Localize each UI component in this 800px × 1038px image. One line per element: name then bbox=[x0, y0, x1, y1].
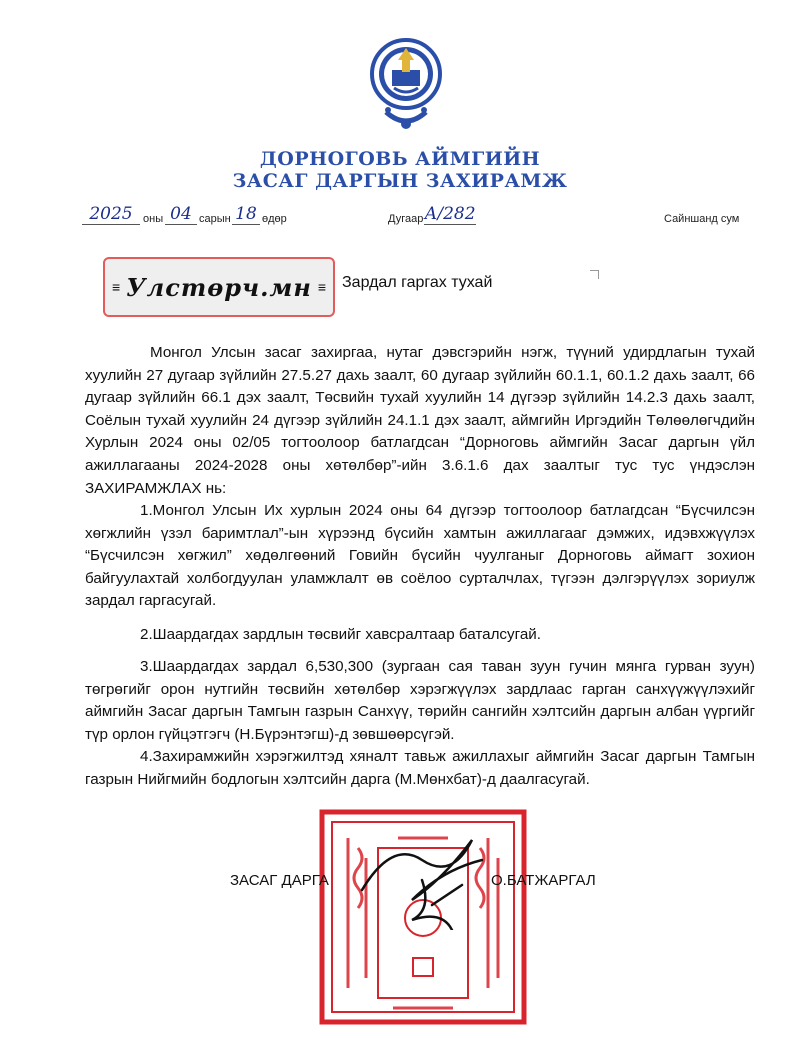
org-title-line1: ДОРНОГОВЬ АЙМГИЙН bbox=[259, 148, 541, 170]
logo-dash-left-icon: ≡ bbox=[111, 279, 121, 295]
location: Сайншанд сум bbox=[664, 213, 740, 225]
clause-4: 4.Захирамжийн хэрэгжилтэд хяналт тавьж ажиллахыг аймгийн Засаг даргын Тамгын газрын Нийгмийн бодлогын хэлтсийн дарга (М.Мөнхбат)-д даалгасугай. bbox=[85, 748, 755, 788]
subject-title: Зардал гаргах тухай bbox=[342, 274, 493, 291]
corner-mark bbox=[590, 270, 599, 279]
date-year-suffix: оны bbox=[143, 213, 164, 225]
number-label: Дугаар bbox=[388, 213, 424, 225]
org-title-line2: ЗАСАГ ДАРГЫН ЗАХИРАМЖ bbox=[232, 170, 568, 192]
date-year: 2025 bbox=[82, 204, 140, 225]
clause-2: 2.Шаардагдах зардлын төсвийг хавсралтаар баталсугай. bbox=[140, 626, 541, 643]
date-year-field bbox=[82, 204, 140, 226]
date-day-suffix: өдөр bbox=[262, 213, 287, 225]
clause-3: 3.Шаардагдах зардал 6,530,300 (зургаан сая таван зуун гучин мянга гурван зуун) төгрөгийг орон нутгийн төсвийн хөтөлбөр хэрэгжүүлэх зардлаас гарган санхүүжүүлэхийг аймгийн Засаг даргын Тамгын газрын Санхүү, төрийн сангийн хэлтсийн даргын албан үүргийг түр орлон гүйцэтгэгч (Н.Бүрэнтэгш)-д зөвшөөрсүгэй. bbox=[85, 658, 755, 743]
number-field bbox=[424, 204, 476, 226]
date-day: 18 bbox=[232, 204, 260, 225]
date-month-field bbox=[165, 204, 197, 226]
signatory-title: ЗАСАГ ДАРГА bbox=[230, 872, 329, 889]
date-month: 04 bbox=[165, 204, 197, 225]
logo-dash-right-icon: ≡ bbox=[317, 279, 326, 295]
watermark-text: Улстөрч.мн bbox=[126, 272, 312, 302]
signatory-name: О.БАТЖАРГАЛ bbox=[491, 872, 596, 889]
date-month-suffix: сарын bbox=[199, 213, 231, 225]
number-value: А/282 bbox=[424, 204, 476, 224]
handwritten-signature-icon bbox=[352, 820, 502, 930]
preamble-paragraph: Монгол Улсын засаг захиргаа, нутаг дэвсгэрийн нэгж, түүний удирдлагын тухай хуулийн 27 дугаар зүйлийн 27.5.27 дахь заалт, 60 дугаар зүйлийн 60.1.1, 60.1.2 дахь заалт, 66 дугаар зүйлийн 66.1 дэх заалт, Төсвийн тухай хуулийн 14 дүгээр зүйлийн 14.2.3 дахь заалт, Соёлын тухай хуулийн 24 дүгээр зүйлийн 24.1.1 дэх заалт, аймгийн Иргэдийн Төлөөлөгчдийн Хурлын 2024 оны 02/05 тогтоолоор батлагдсан “Дорноговь аймгийн Засаг даргын үйл ажиллагааны 2024-2028 оны хөтөлбөр”-ийн 3.6.1.6 дах заалтыг тус тус үндэслэн ЗАХИРАМЖЛАХ нь: bbox=[85, 344, 755, 497]
clause-1: 1.Монгол Улсын Их хурлын 2024 оны 64 дүгээр тогтоолоор батлагдсан “Бүсчилсэн хөгжлийн үзэл баримтлал”-ын хүрээнд бүсийн хамтын ажиллагааг дэмжих, идэвхжүүлэх “Бүсчилсэн хөгжил” хөдөлгөөний Говийн бүсийн чуулганыг Дорноговь аймагт зохион байгуулахтай холбогдуулан уламжлалт өв соёлоо сурталчлах, түгээн дэлгэрүүлэх зориулж зардал гаргасугай. bbox=[85, 502, 755, 610]
watermark-logo bbox=[103, 257, 335, 317]
date-day-field bbox=[232, 204, 260, 226]
soyombo-emblem-icon bbox=[368, 30, 444, 140]
